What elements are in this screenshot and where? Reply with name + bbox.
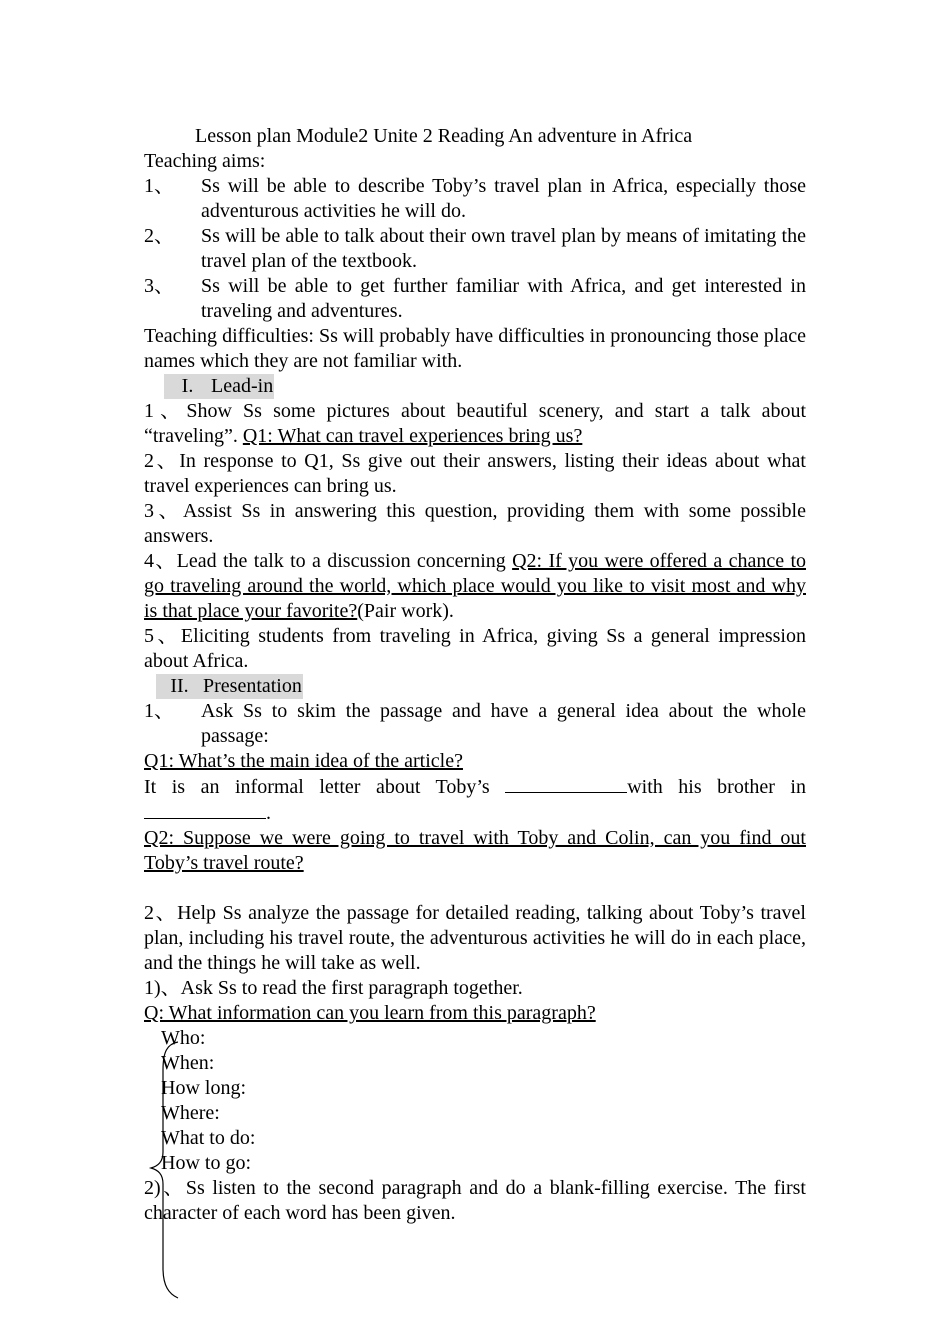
aims-heading: Teaching aims:: [144, 150, 266, 172]
aim-number: 3、: [144, 275, 174, 297]
answer-text: It is an informal letter about Toby’s: [144, 776, 506, 798]
lead-in-step-5: 5、Eliciting students from traveling in Africa, giving Ss a general impression about Africa.: [144, 625, 806, 672]
lead-in-step-4: [144, 549, 806, 624]
aim-text: Ss will be able to describe Toby’s travel plan in Africa, especially those adventurous activities he will do.: [201, 175, 806, 222]
fill-blank: [505, 774, 627, 793]
answer-text: with his brother in: [627, 776, 806, 798]
info-how-to-go: How to go:: [161, 1152, 251, 1174]
travel-route-question: Q2: Suppose we were going to travel with Toby and Colin, can you find out Toby’s travel route?: [144, 827, 806, 874]
left-brace-icon: [145, 1040, 185, 1300]
sub-step-1: 1)、Ask Ss to read the first paragraph together.: [144, 977, 523, 999]
paragraph-question: Q: What information can you learn from this paragraph?: [144, 1002, 596, 1024]
section-heading-lead-in: [164, 374, 274, 399]
lead-in-step-2: 2、In response to Q1, Ss give out their answers, listing their ideas about what travel experiences can bring us.: [144, 450, 806, 497]
main-idea-question: Q1: What’s the main idea of the article?: [144, 750, 463, 772]
lesson-title: Lesson plan Module2 Unite 2 Reading An adventure in Africa: [195, 125, 693, 147]
question-text: Q1: What can travel experiences bring us?: [242, 425, 583, 447]
lead-in-step-3: 3、Assist Ss in answering this question, providing them with some possible answers.: [144, 500, 806, 547]
info-what-to-do: What to do:: [161, 1127, 256, 1149]
info-how-long: How long:: [161, 1077, 246, 1099]
aim-text: Ss will be able to get further familiar with Africa, and get interested in traveling and adventures.: [201, 275, 806, 322]
info-when: When:: [161, 1052, 215, 1074]
section-title: Presentation: [203, 675, 302, 697]
fill-blank: [144, 800, 266, 819]
step-text: (Pair work).: [357, 600, 454, 622]
main-idea-answer: [144, 774, 806, 826]
lead-in-step-1: [144, 399, 806, 449]
aim-item: [144, 174, 806, 224]
presentation-step-2: 2、Help Ss analyze the passage for detailed reading, talking about Toby’s travel plan, including his travel route, the adventurous activities he will do in each place, and the things he will take as well.: [144, 902, 806, 974]
info-who: Who:: [161, 1027, 206, 1049]
question-text: Q2: If you were offered a chance to go traveling around the world, which place would you like to visit most and why is that place your favorite?: [144, 550, 807, 622]
presentation-step-1: [144, 699, 806, 749]
section-numeral: I.: [181, 375, 194, 397]
section-title: Lead-in: [211, 375, 274, 397]
section-numeral: II.: [170, 675, 189, 697]
teaching-difficulties: Teaching difficulties: Ss will probably have difficulties in pronouncing those place names which they are not familiar with.: [144, 325, 806, 372]
section-heading-presentation: [156, 674, 303, 699]
step-text: 1、Show Ss some pictures about beautiful scenery, and start a talk about “traveling”.: [144, 400, 806, 447]
aim-number: 1、: [144, 175, 174, 197]
blank-line: [144, 876, 806, 901]
info-where: Where:: [161, 1102, 220, 1124]
document-body: [144, 124, 806, 1226]
aim-number: 2、: [144, 225, 174, 247]
aim-item: [144, 274, 806, 324]
step-text: 4、Lead the talk to a discussion concerning: [144, 550, 513, 572]
answer-text: .: [266, 802, 271, 824]
step-number: 1、: [144, 700, 174, 722]
aim-item: [144, 224, 806, 274]
step-text: Ask Ss to skim the passage and have a general idea about the whole passage:: [201, 700, 806, 747]
aim-text: Ss will be able to talk about their own travel plan by means of imitating the travel plan of the textbook.: [201, 225, 806, 272]
sub-step-2: 2)、Ss listen to the second paragraph and do a blank-filling exercise. The first character of each word has been given.: [144, 1177, 806, 1224]
